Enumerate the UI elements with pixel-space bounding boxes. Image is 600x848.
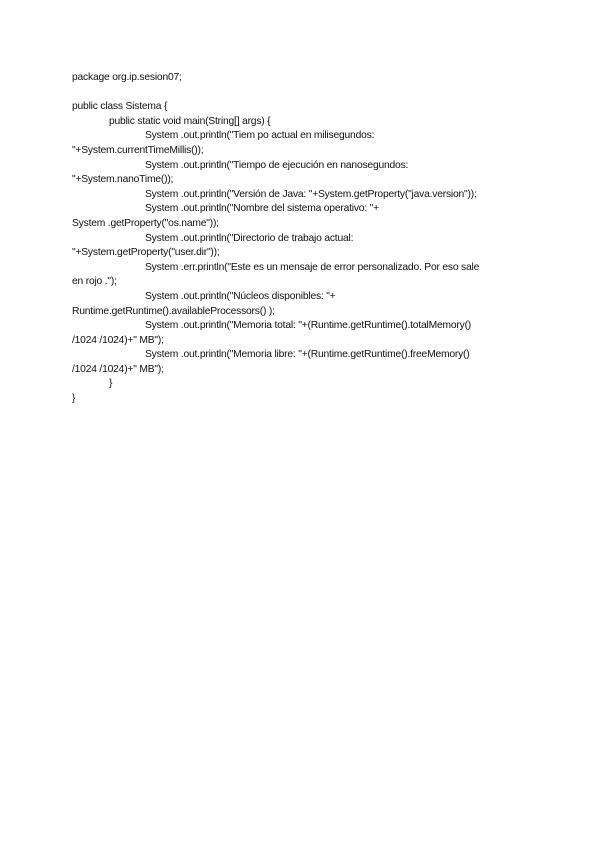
code-line: System .out.println("Memoria total: "+(Runtime.getRuntime().totalMemory(): [145, 320, 472, 332]
code-line-continuation: en rojo .");: [72, 276, 117, 288]
code-line-continuation: System .getProperty("os.name"));: [72, 217, 219, 229]
code-line-continuation: "+System.currentTimeMillis());: [72, 144, 204, 156]
code-line: System .out.println("Versión de Java: "+System.getProperty("java.version"));: [145, 188, 477, 200]
class-declaration: public class Sistema {: [72, 101, 168, 113]
code-line: System .out.println("Núcleos disponibles: "+: [145, 290, 336, 302]
code-line-continuation: "+System.nanoTime());: [72, 174, 174, 186]
blank-line: [72, 86, 532, 101]
package-declaration: package org.ip.sesion07;: [72, 72, 182, 83]
class-closing-brace: }: [72, 393, 76, 405]
code-line: System .err.println("Este es un mensaje de error personalizado. Por eso sale: [145, 261, 480, 273]
code-line: System .out.println("Tiem po actual en milisegundos:: [145, 130, 375, 142]
code-line-continuation: Runtime.getRuntime().availableProcessors() );: [72, 305, 275, 317]
code-listing: [72, 71, 532, 407]
code-line-continuation: /1024 /1024)+" MB");: [72, 334, 164, 346]
code-line-continuation: "+System.getProperty("user.dir"));: [72, 247, 220, 259]
code-line: System .out.println("Nombre del sistema operativo: "+: [145, 203, 379, 215]
code-line: System .out.println("Tiempo de ejecución en nanosegundos:: [145, 159, 409, 171]
code-line: System .out.println("Directorio de trabajo actual:: [145, 232, 354, 244]
main-method-declaration: public static void main(String[] args) {: [109, 115, 271, 127]
code-line-continuation: /1024 /1024)+" MB");: [72, 363, 164, 375]
method-closing-brace: }: [109, 378, 113, 390]
code-line: System .out.println("Memoria libre: "+(Runtime.getRuntime().freeMemory(): [145, 349, 470, 361]
